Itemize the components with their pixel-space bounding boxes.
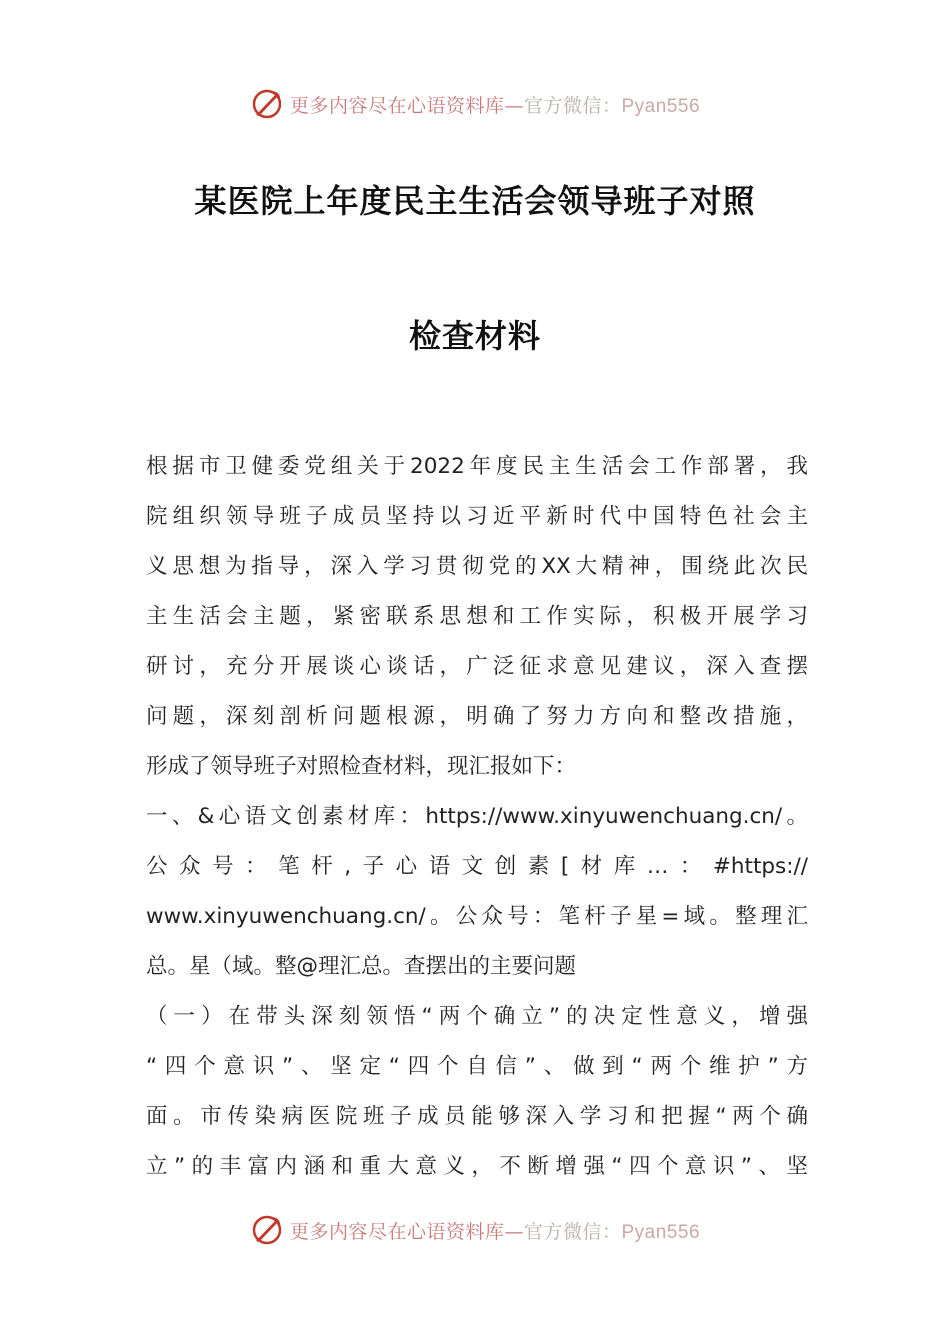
body-line: “四个意识”、坚定“四个自信”、做到“两个维护”方 — [146, 1054, 808, 1079]
body-line: www.xinyuwenchuang.cn/。公众号：笔杆子星=域。整理汇 — [146, 904, 808, 929]
body-line: （一）在带头深刻领悟“两个确立”的决定性意义，增强 — [146, 1004, 808, 1029]
watermark-banner-top — [0, 86, 950, 122]
body-line: 问题，深刻剖析问题根源，明确了努力方向和整改措施， — [146, 704, 808, 729]
quill-logo-icon — [250, 87, 284, 121]
watermark-text: 更多内容尽在心语资料库—官方微信：Pyan556 — [289, 94, 701, 117]
watermark-text: 更多内容尽在心语资料库—官方微信：Pyan556 — [289, 1220, 701, 1243]
body-line: 形成了领导班子对照检查材料，现汇报如下： — [146, 754, 577, 779]
body-line: 公众号：笔杆,子心语文创素[材库…：#https:// — [146, 854, 808, 879]
body-line: 总。星（域。整@理汇总。查摆出的主要问题 — [146, 954, 577, 979]
body-line: 面。市传染病医院班子成员能够深入学习和把握“两个确 — [146, 1104, 808, 1129]
body-line: 根据市卫健委党组关于2022年度民主生活会工作部署，我 — [146, 454, 808, 479]
quill-logo-icon — [250, 1213, 284, 1247]
document-title-line-2: 检查材料 — [408, 317, 541, 355]
watermark-banner-bottom — [0, 1212, 950, 1248]
body-line: 义思想为指导，深入学习贯彻党的XX大精神，围绕此次民 — [146, 554, 808, 579]
body-line: 一、&心语文创素材库：https://www.xinyuwenchuang.cn/。 — [146, 804, 808, 829]
body-line: 研讨，充分开展谈心谈话，广泛征求意见建议，深入查摆 — [146, 654, 808, 679]
body-line: 立”的丰富内涵和重大意义，不断增强“四个意识”、坚 — [146, 1154, 808, 1179]
document-body — [146, 442, 808, 1192]
body-line: 主生活会主题，紧密联系思想和工作实际，积极开展学习 — [146, 604, 808, 629]
body-line: 院组织领导班子成员坚持以习近平新时代中国特色社会主 — [146, 504, 808, 529]
document-title-line-1: 某医院上年度民主生活会领导班子对照 — [194, 182, 756, 220]
